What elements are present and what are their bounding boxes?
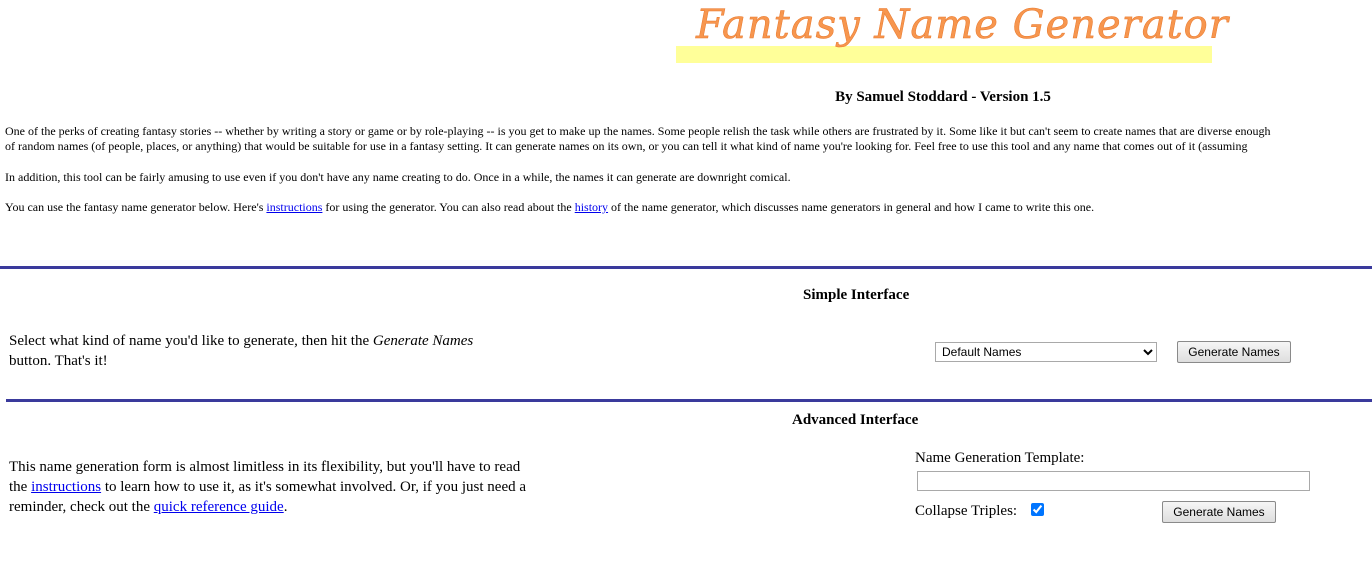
simple-interface-title: Simple Interface	[803, 287, 910, 303]
intro-paragraph-1	[5, 124, 1372, 154]
name-type-select[interactable]	[935, 342, 1157, 362]
advanced-desc-text: .	[283, 499, 288, 515]
collapse-triples-label: Collapse Triples:	[915, 503, 1018, 519]
simple-desc-emphasis: Generate Names	[372, 333, 474, 349]
advanced-interface-title: Advanced Interface	[792, 412, 919, 428]
advanced-desc-text: to learn how to use it, as it's somewhat involved. Or, if you just need a reminder, check out the	[9, 479, 527, 515]
intro-line-2: of random names (of people, places, or anything) that would be suitable for use in a fantasy setting. It can generate names on its own, or you can tell it what kind of name you're looking for. Feel free to use this tool and any name that comes out of it (assuming	[5, 139, 1248, 153]
intro-p3-text: You can use the fantasy name generator below. Here's	[5, 200, 267, 214]
instructions-link[interactable]: instructions	[266, 200, 323, 214]
simple-interface-description	[9, 331, 499, 371]
intro-text	[5, 124, 1372, 214]
advanced-generate-names-button[interactable]: Generate Names	[1162, 501, 1276, 523]
quick-reference-guide-link[interactable]: quick reference guide	[153, 499, 284, 515]
advanced-desc-text: This name generation form is almost limitless in its flexibility, but you'll have to read the	[9, 459, 521, 495]
template-input[interactable]	[917, 471, 1310, 491]
simple-desc-text: Select what kind of name you'd like to generate, then hit the	[9, 333, 373, 349]
intro-paragraph-3	[5, 200, 1094, 215]
section-divider	[6, 399, 1372, 402]
section-divider	[0, 266, 1372, 269]
advanced-instructions-link[interactable]: instructions	[31, 479, 102, 495]
logo-text: Fantasy Name Generator	[696, 2, 1229, 48]
history-link[interactable]: history	[574, 200, 609, 214]
intro-p3-text: for using the generator. You can also read about the	[322, 200, 575, 214]
site-logo	[676, 2, 1229, 64]
collapse-triples-checkbox[interactable]	[1031, 503, 1044, 516]
byline: By Samuel Stoddard - Version 1.5	[835, 89, 1051, 105]
simple-generate-names-button[interactable]: Generate Names	[1177, 341, 1291, 363]
advanced-interface-description	[9, 457, 529, 517]
intro-p3-text: of the name generator, which discusses name generators in general and how I came to write this one.	[608, 200, 1095, 214]
intro-line-1: One of the perks of creating fantasy stories -- whether by writing a story or game or by role-playing -- is you get to make up the names. Some people relish the task while others are frustrated by it. Some like it but can't seem to create names that are diverse enough	[5, 124, 1271, 138]
intro-paragraph-2: In addition, this tool can be fairly amusing to use even if you don't have any name creating to do. Once in a while, the names it can generate are downright comical.	[5, 170, 791, 184]
template-label: Name Generation Template:	[915, 450, 1085, 466]
simple-desc-text: button. That's it!	[9, 353, 108, 369]
logo-highlight-band	[676, 46, 1212, 63]
